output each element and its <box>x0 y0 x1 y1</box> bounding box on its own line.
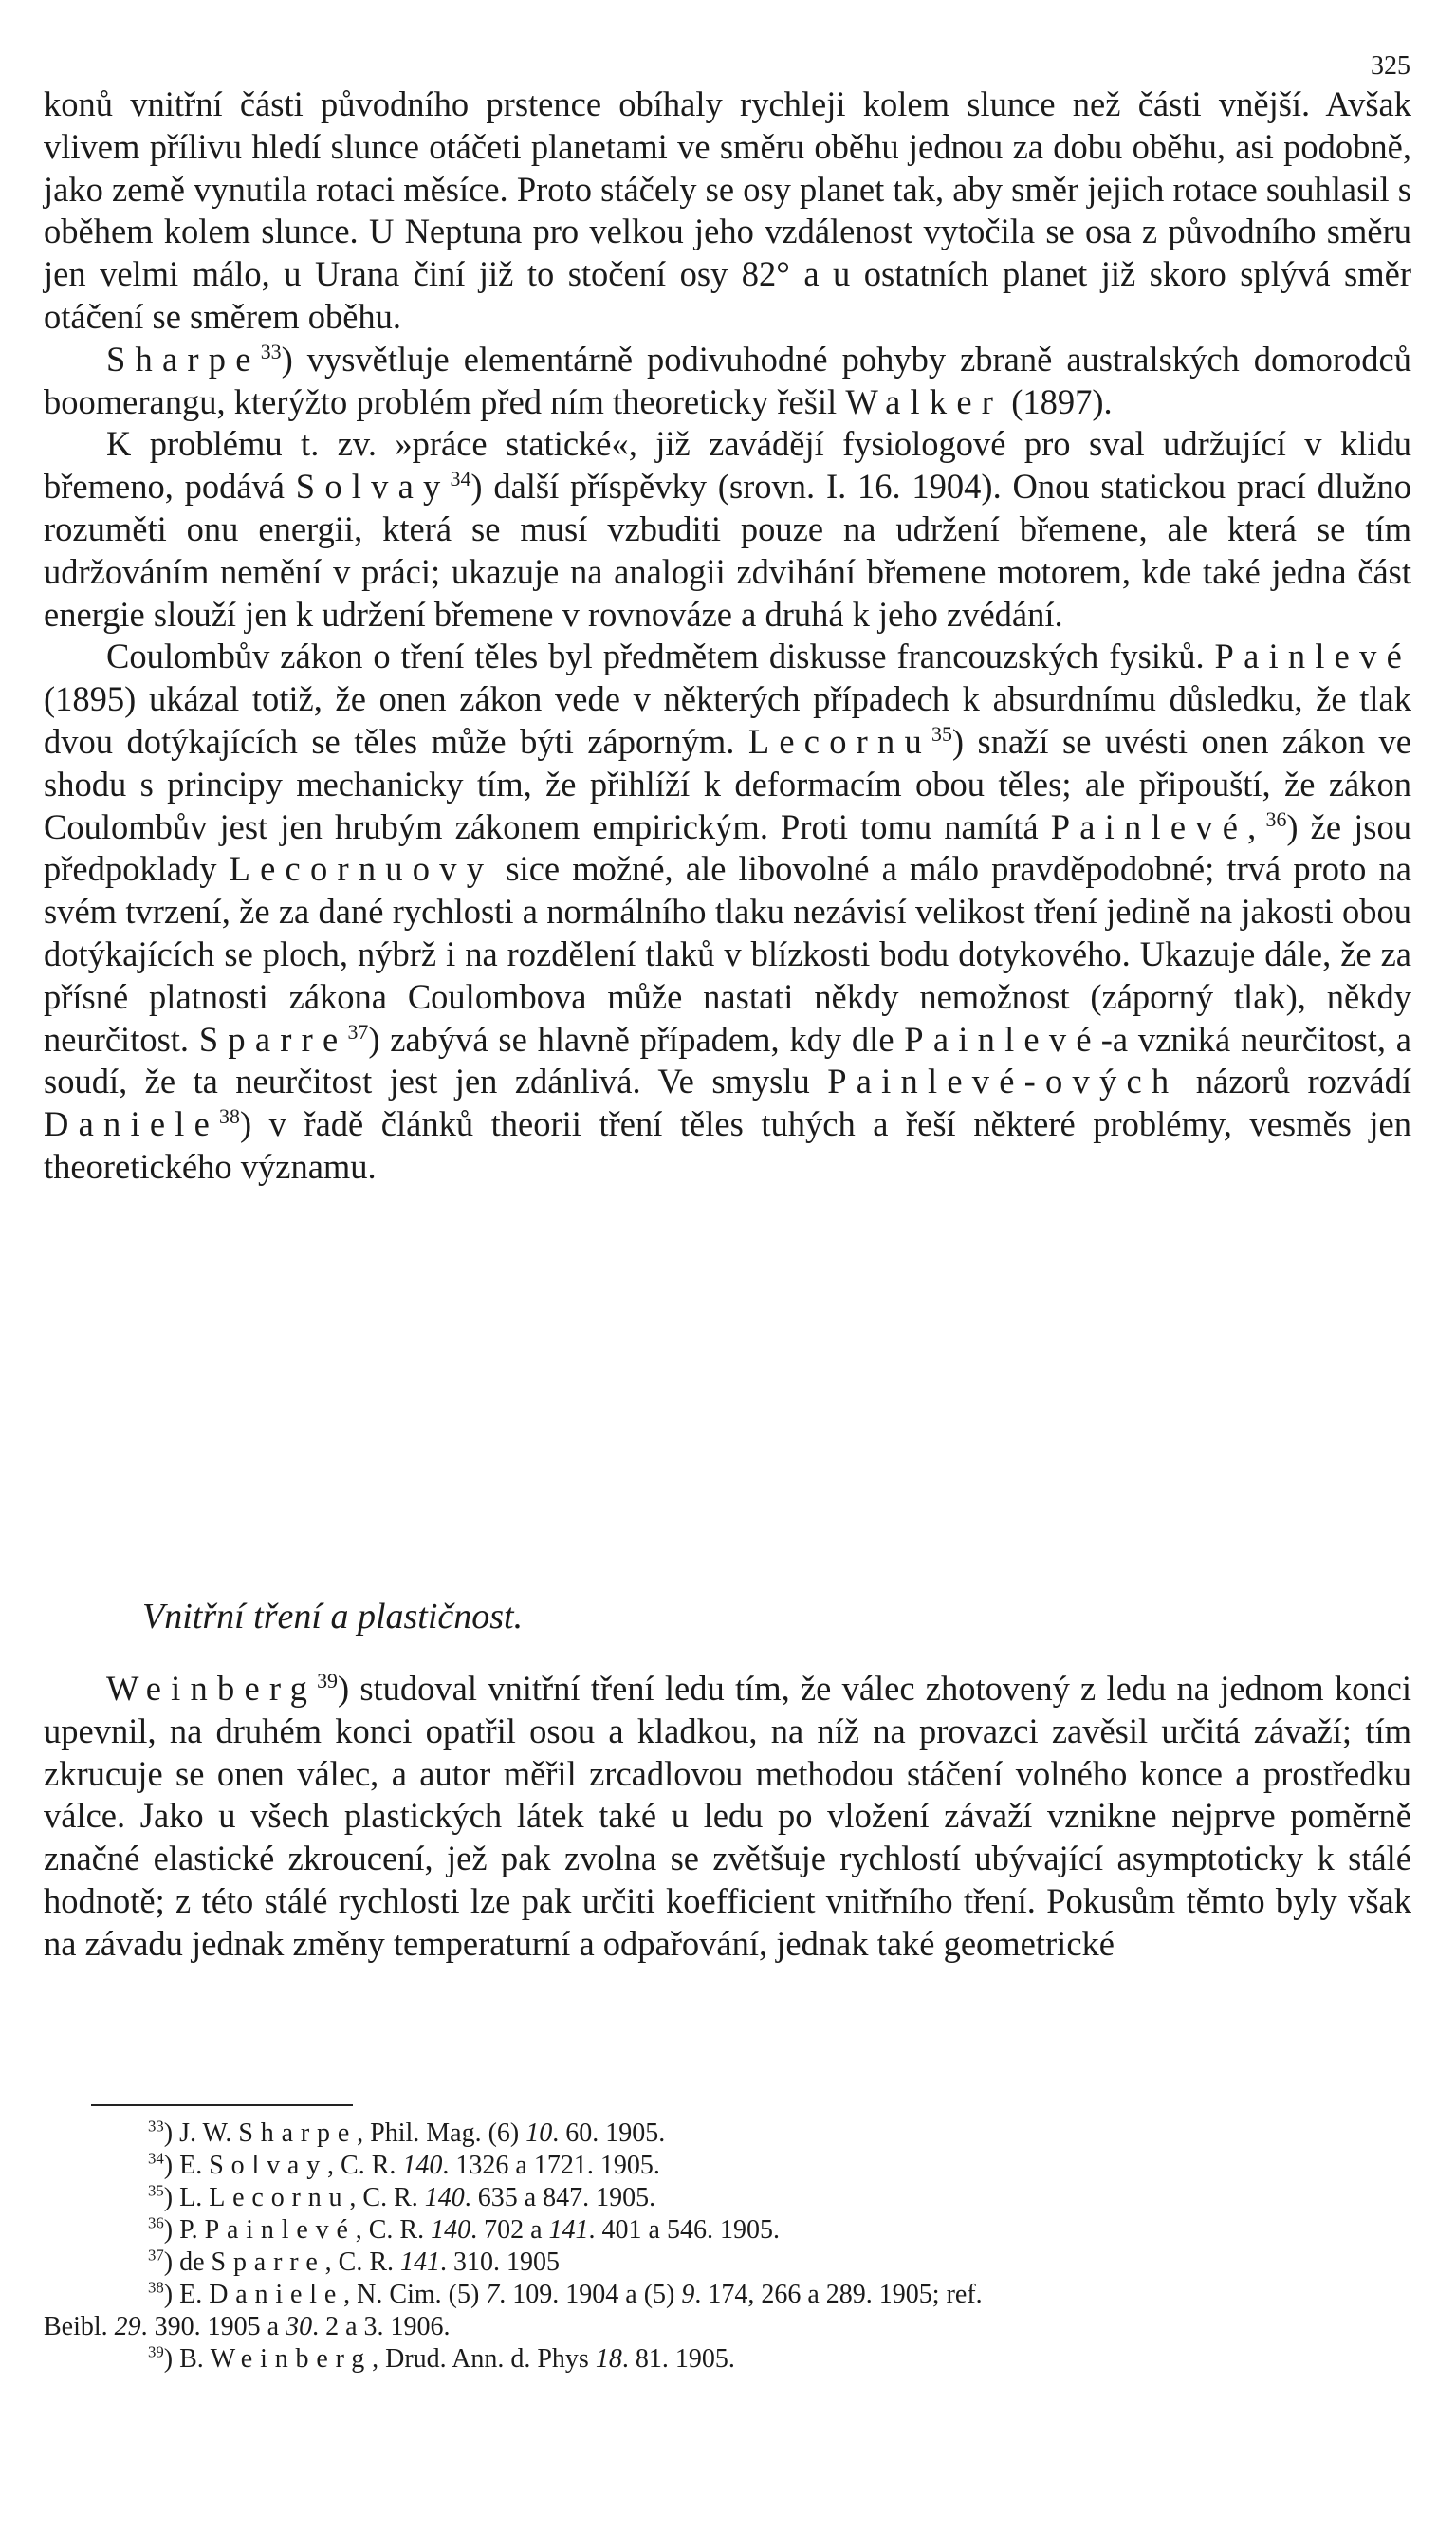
author-name: Lecornuovy <box>229 849 494 889</box>
paragraph-1: konů vnitřní části původního prstence obíhaly rychleji kolem slunce než části vnější. Avšak vlivem přílivu hledí slunce otáčeti planetami ve směru oběhu jednou za dobu oběhu, asi podobně, jako země vynutila rotaci měsíce. Proto stáčely se osy planet tak, aby směr jejich rotace souhlasil s oběhem kolem slunce. U Neptuna pro velkou jeho vzdálenost vytočila se osa z původního směru jen velmi málo, u Urana činí již to stočení osy 82° a u ostatních planet již skoro splývá směr otáčení se směrem oběhu. <box>44 84 1411 336</box>
footnote-ref: 37 <box>347 1019 369 1044</box>
footnote-ref: 38 <box>219 1103 240 1128</box>
author-name: Weinberg <box>210 2344 373 2374</box>
volume-number: 7 <box>486 2280 500 2309</box>
footnote-ref: 34 <box>450 467 471 491</box>
footnote-text: . 1326 a 1721. 1905. <box>442 2151 660 2180</box>
author-name: Daniele <box>44 1104 220 1144</box>
paragraph-text: ) snaží se uvésti onen zákon ve shodu s principy mechanicky tím, že přihlíží k deformacím obou těles; ale připouští, že zákon Coulombův jest jen hrubým zákonem empirickým. Proti tomu namítá <box>44 721 1411 846</box>
footnote-text: ) B. <box>163 2344 211 2374</box>
paragraph-text: (1897). <box>1003 381 1113 421</box>
footnote-35 <box>44 2182 1411 2214</box>
author-name: Sharpe <box>106 339 261 379</box>
author-name: Weinberg <box>106 1669 318 1708</box>
volume-number: 141 <box>548 2215 589 2245</box>
paragraph-text: ) že jsou předpoklady <box>44 806 1411 889</box>
paragraph-5 <box>44 1668 1411 1966</box>
footnote-ref: 33 <box>260 339 282 363</box>
paragraph-text: -a vzniká neurčitost, a soudí, že ta neurčitost jest jen zdánlivá. Ve smyslu <box>44 1019 1411 1101</box>
volume-number: 140 <box>402 2151 443 2180</box>
footnote-text: . 109. 1904 a (5) <box>499 2280 682 2309</box>
footnote-text: , C. R. <box>324 2247 401 2277</box>
paragraph-4 <box>44 636 1411 1188</box>
paragraph-text: ) v řadě článků theorii tření těles tuhých a řeší některé problémy, vesměs jen theoretického významu. <box>44 1104 1411 1186</box>
footnote-ref: 39 <box>317 1668 338 1692</box>
footnote-number: 33 <box>148 2117 164 2136</box>
footnote-36 <box>44 2214 1411 2247</box>
footnotes <box>44 2118 1411 2376</box>
footnote-text: . 401 a 546. 1905. <box>588 2215 780 2245</box>
footnote-33 <box>44 2118 1411 2150</box>
author-name: Sharpe <box>238 2118 358 2148</box>
footnote-number: 36 <box>148 2213 164 2232</box>
footnote-text: ) L. <box>163 2183 210 2212</box>
volume-number: 9 <box>681 2280 695 2309</box>
section-heading: Vnitřní tření a plastičnost. <box>142 1597 524 1637</box>
volume-number: 29 <box>114 2312 141 2341</box>
volume-number: 140 <box>431 2215 471 2245</box>
footnote-text: . 310. 1905 <box>440 2247 561 2277</box>
volume-number: 141 <box>400 2247 441 2277</box>
paragraph-text: ) studoval vnitřní tření ledu tím, že válec zhotovený z ledu na jednom konci upevnil, na druhém konci opatřil osou a kladkou, na níž na provazci zavěsil určitá závaží; tím zkrucuje se onen válec, a autor měřil zrcadlovou methodou stáčení volného konce a prostředku válce. Jako u všech plastických látek také u ledu po vložení závaží vznikne nejprve poměrně značné elastické zkroucení, jež pak zvolna se zvětšuje rychlostí ubývající asymptoticky k stálé hodnotě; z této stálé rychlosti lze pak určiti koefficient vnitřního tření. Pokusům těmto byly však na závadu jednak změny temperaturní a odpařování, jednak také geometrické <box>44 1669 1411 1963</box>
paragraph-text: (1895) ukázal totiž, že onen zákon vede v některých případech k absurdnímu důsledku, že tlak dvou dotýkajících se těles může býti záporným. <box>44 679 1411 761</box>
footnote-text: . 60. 1905. <box>552 2118 666 2148</box>
author-name: Walker <box>845 381 1004 421</box>
paragraph-text: ) vysvětluje elementárně podivuhodné pohyby zbraně australských domorodců boomerangu, kterýžto problém před ním theoreticky řešil <box>44 339 1411 421</box>
author-name: Daniele <box>209 2280 344 2309</box>
footnote-39 <box>44 2343 1411 2376</box>
footnote-ref: 36 <box>1265 806 1287 831</box>
body-text-2 <box>44 1668 1411 1966</box>
footnote-text: . 635 a 847. 1905. <box>464 2183 656 2212</box>
footnote-number: 39 <box>148 2342 164 2361</box>
author-name: Sparre <box>198 1019 348 1059</box>
footnote-text: ) de <box>163 2247 212 2277</box>
footnote-text: . 390. 1905 a <box>140 2312 286 2341</box>
footnote-text: . 174, 266 a 289. 1905; ref. <box>694 2280 983 2309</box>
footnote-text: , C. R. <box>355 2215 432 2245</box>
footnote-text: ) P. <box>163 2215 205 2245</box>
paragraph-text: sice možné, ale libovolné a málo pravděpodobné; trvá proto na svém tvrzení, že za dané rychlosti a normálního tlaku nezávisí velikost tření jedině na jakosti obou dotýkajících se ploch, nýbrž i na rozdělení tlaků v blízkosti bodu dotykového. Ukazuje dále, že za přísné platnosti zákona Coulombova může nastati někdy nemožnost (záporný tlak), někdy neurčitost. <box>44 849 1411 1059</box>
author-name: Solvay <box>295 467 451 507</box>
paragraph-text: Coulombův zákon o tření těles byl předmětem diskusse francouzských fysiků. <box>106 637 1215 676</box>
author-name: Lecornu <box>747 721 932 761</box>
paragraph-text: K problému t. zv. »práce statické«, již zavádějí fysiologové pro sval udržující v klidu břemeno, podává <box>44 424 1411 507</box>
author-name: Painlevé-ových <box>827 1062 1179 1101</box>
author-name: Sparre <box>211 2247 325 2277</box>
footnote-text: ) E. <box>163 2280 210 2309</box>
volume-number: 10 <box>525 2118 553 2148</box>
footnote-text: . 81. 1905. <box>621 2344 735 2374</box>
footnote-text: ) J. W. <box>163 2118 239 2148</box>
author-name: Painlevé, <box>1050 806 1266 846</box>
footnote-number: 34 <box>148 2149 164 2168</box>
author-name: Painlevé <box>1214 637 1411 676</box>
author-name: Solvay <box>209 2151 328 2180</box>
volume-number: 140 <box>424 2183 465 2212</box>
footnote-text: Beibl. <box>44 2312 115 2341</box>
footnote-ref: 35 <box>931 721 952 746</box>
footnote-text: ) E. <box>163 2151 210 2180</box>
footnote-text: , C. R. <box>327 2151 403 2180</box>
author-name: Lecornu <box>209 2183 350 2212</box>
paragraph-2 <box>44 339 1411 424</box>
footnote-number: 35 <box>148 2181 164 2200</box>
footnote-text: . 702 a <box>470 2215 549 2245</box>
page-number: 325 <box>1371 51 1410 81</box>
footnote-text: , C. R. <box>349 2183 425 2212</box>
footnote-text: , N. Cim. (5) <box>343 2280 487 2309</box>
volume-number: 18 <box>595 2344 622 2374</box>
volume-number: 30 <box>286 2312 313 2341</box>
footnote-38-continued <box>44 2311 1411 2343</box>
footnote-number: 38 <box>148 2278 164 2297</box>
paragraph-text: názorů rozvádí <box>1178 1062 1411 1101</box>
paragraph-text: ) zabývá se hlavně případem, kdy dle <box>368 1019 905 1059</box>
footnote-text: , Phil. Mag. (6) <box>357 2118 526 2148</box>
footnote-text: . 2 a 3. 1906. <box>312 2312 451 2341</box>
footnote-divider <box>91 2104 353 2106</box>
body-text <box>44 83 1411 1189</box>
paragraph-text: ) další příspěvky (srovn. I. 16. 1904). Onou statickou prací dlužno rozuměti onu energii, která se musí vzbuditi pouze na udržení břemene, ale která se tím udržováním nemění v práci; ukazuje na analogii zdvihání břemene motorem, kde také jedna část energie slouží jen k udržení břemene v rovnováze a druhá k jeho zvédání. <box>44 467 1411 634</box>
author-name: Painlevé <box>904 1019 1101 1059</box>
paragraph-3 <box>44 423 1411 636</box>
footnote-38 <box>44 2279 1411 2311</box>
footnote-text: , Drud. Ann. d. Phys <box>372 2344 596 2374</box>
footnote-34 <box>44 2150 1411 2182</box>
footnote-37 <box>44 2247 1411 2279</box>
author-name: Painlevé <box>204 2215 356 2245</box>
footnote-number: 37 <box>148 2246 164 2265</box>
